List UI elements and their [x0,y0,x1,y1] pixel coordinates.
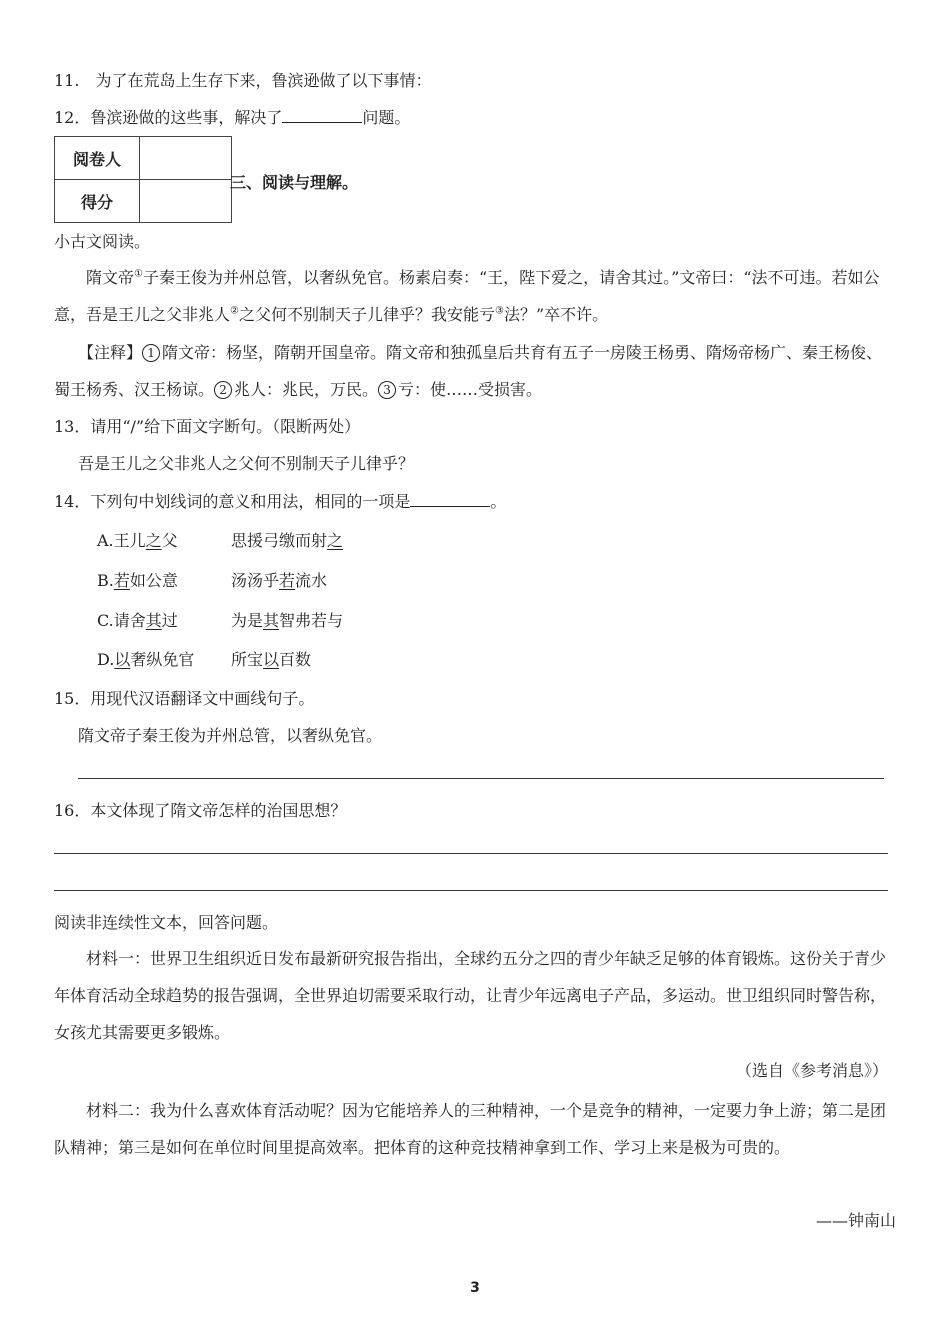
question-16: 16．本文体现了隋文帝怎样的治国思想？ [54,801,347,820]
classical-intro: 小古文阅读。 [54,232,151,251]
question-12 [54,107,410,129]
annotation-label: 【注释】 [78,343,143,362]
answer-line[interactable] [54,890,888,891]
score-table [54,136,232,223]
material-1-source: （选自《参考消息》） [735,1061,888,1080]
question-15: 15．用现代汉语翻译文中画线句子。 [54,689,315,708]
question-13: 13．请用“/”给下面文字断句。（限断两处） [54,417,361,436]
section-title: 三、阅读与理解。 [230,173,359,192]
question-12-text: 12．鲁滨逊做的这些事，解决了 [54,108,283,127]
circled-number-3: 3 [378,381,396,399]
score-label: 得分 [55,180,140,223]
option-d[interactable]: D.以奢纵免官 所宝以百数 [97,650,312,669]
material-2: 材料二：我为什么喜欢体育活动呢？因为它能培养人的三种精神，一个是竞争的精神，一定要力争上游；第二是团队精神；第三是如何在单位时间里提高效率。把体育的这种竞技精神拿到工作、学习上来是极为可贵的。 [54,1101,887,1157]
circled-number-1: 1 [142,344,160,362]
answer-line[interactable] [78,778,884,779]
answer-blank[interactable] [282,108,362,123]
question-11: 11. 为了在荒岛上生存下来，鲁滨逊做了以下事情： [54,71,432,90]
answer-blank[interactable] [410,492,490,507]
question-12-suffix: 问题。 [362,108,411,127]
material-1: 材料一：世界卫生组织近日发布最新研究报告指出，全球约五分之四的青少年缺乏足够的体育锻炼。这份关于青少年体育活动全球趋势的报告强调，全世界迫切需要采取行动，让青少年远离电子产品，多运动。世卫组织同时警告称，女孩尤其需要更多锻炼。 [54,949,887,1042]
question-13-text: 吾是王儿之父非兆人之父何不别制天子儿律乎？ [78,454,415,473]
circled-number-2: 2 [214,381,232,399]
option-a[interactable]: A.王儿之父 思援弓缴而射之 [97,531,344,550]
question-14: 14．下列句中划线词的意义和用法，相同的一项是 。 [54,492,507,511]
note-ref-3: ③ [495,305,504,317]
page-number: 3 [470,1280,480,1296]
annotation: 【注释】 1 隋文帝：杨坚，隋朝开国皇帝。隋文帝和独孤皇后共育有五子一房陵王杨勇、隋炀帝杨广、秦王杨俊、蜀王杨秀、汉王杨谅。 2 兆人：兆民，万民。 3 亏：使……受损害。 [54,343,883,399]
option-c[interactable]: C.请舍其过 为是其智弗若与 [97,611,344,630]
reviewer-label: 阅卷人 [55,137,140,180]
answer-line[interactable] [54,853,888,854]
note-ref-1: ① [134,268,143,280]
classical-passage: 隋文帝①子秦王俊为并州总管，以奢纵免官。杨素启奏：“王，陛下爱之，请舍其过。”文帝曰：“法不可违。若如公意，吾是王儿之父非兆人②之父何不别制天子儿律乎？我安能亏③法？”卒不许。 [54,268,880,324]
note-ref-2: ② [230,305,239,317]
question-15-text: 隋文帝子秦王俊为并州总管，以奢纵免官。 [78,726,383,745]
score-cell[interactable] [140,180,232,223]
reviewer-cell[interactable] [140,137,232,180]
nonlinear-intro: 阅读非连续性文本，回答问题。 [54,913,279,932]
material-2-author: ——钟南山 [815,1211,896,1230]
option-b[interactable]: B.若如公意 汤汤乎若流水 [97,571,328,590]
